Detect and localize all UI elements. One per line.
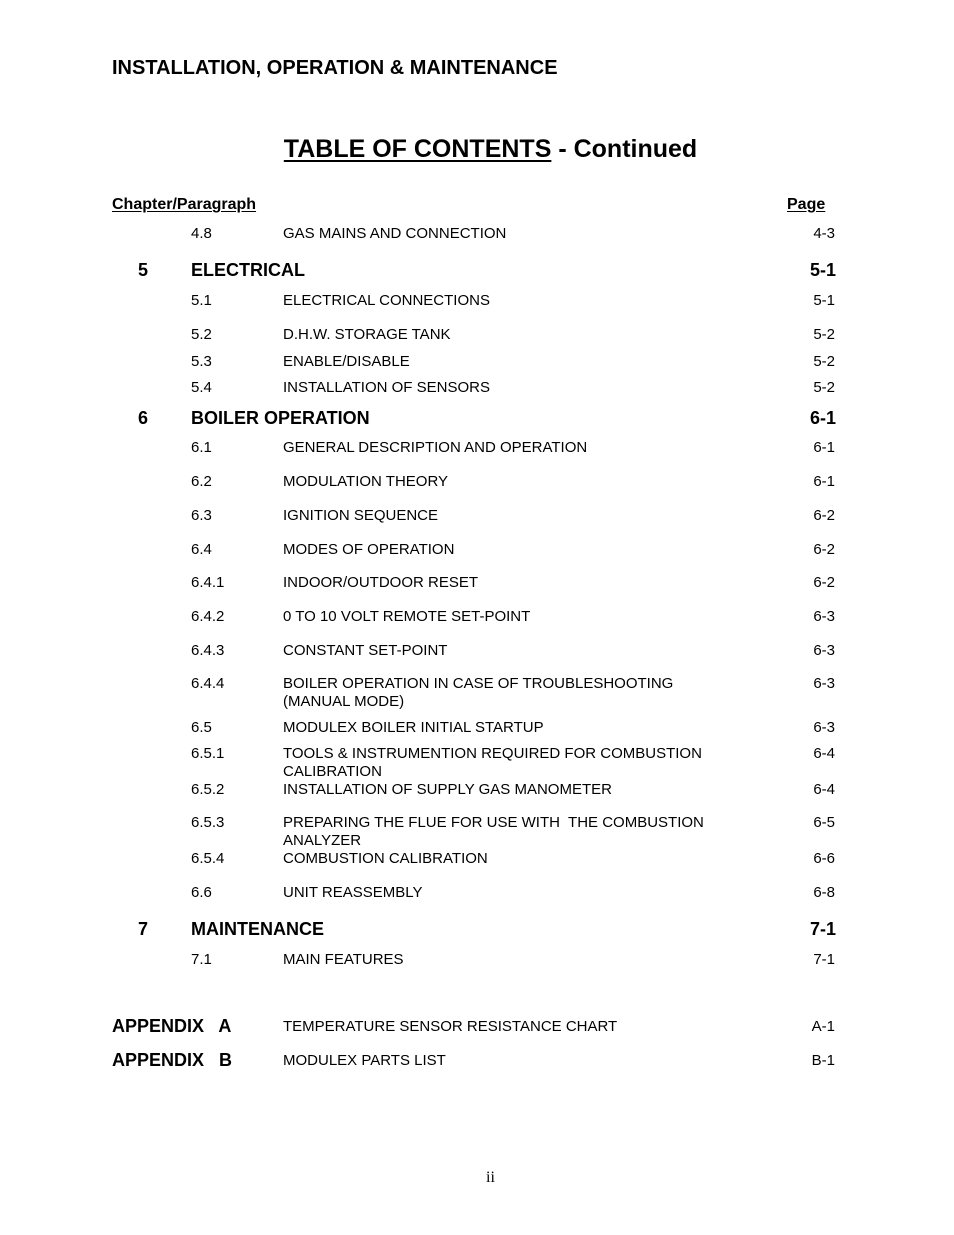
toc-title-text: ELECTRICAL CONNECTIONS [283,292,490,309]
toc-title-text: TOOLS & INSTRUMENTION REQUIRED FOR COMBUSTION CALIBRATION [283,745,707,780]
column-header-page: Page [787,196,826,213]
toc-title-text: MODULATION THEORY [283,473,449,490]
toc-page-number: 6-1 [813,439,835,456]
toc-number: 6.5.2 [191,781,225,798]
toc-number: 6.1 [191,439,212,456]
toc-number: 6 [138,408,149,428]
toc-title-text: UNIT REASSEMBLY [283,884,423,901]
toc-number: 4.8 [191,225,212,242]
toc-title-text: GAS MAINS AND CONNECTION [283,225,507,242]
toc-title-text: INSTALLATION OF SENSORS [283,379,490,396]
page-number: ii [486,1169,495,1186]
toc-title-text: ENABLE/DISABLE [283,353,410,370]
toc-title-text: MODULEX BOILER INITIAL STARTUP [283,719,544,736]
toc-page-number: 6-4 [813,745,835,762]
toc-number: 6.4.3 [191,642,225,659]
toc-page-number: 6-4 [813,781,835,798]
toc-page-number: 5-1 [809,260,836,280]
toc-number: 6.5 [191,719,212,736]
toc-title-text: MAIN FEATURES [283,951,404,968]
toc-title-text: PREPARING THE FLUE FOR USE WITH THE COMBUSTION ANALYZER [283,814,708,849]
toc-title-text: 0 TO 10 VOLT REMOTE SET-POINT [283,608,531,625]
toc-number: 6.4 [191,541,212,558]
toc-number: 6.5.4 [191,850,225,867]
toc-page-number: 7-1 [813,951,835,968]
toc-page-number: 6-2 [813,507,835,524]
toc-number: 5.2 [191,326,212,343]
toc-page-number: 6-8 [813,884,835,901]
toc-number: 6.5.1 [191,745,225,762]
toc-number: APPENDIX B [112,1050,233,1070]
toc-number: APPENDIX A [112,1016,232,1036]
toc-page-number: 6-1 [809,408,836,428]
toc-number: 6.4.4 [191,675,225,692]
toc-page-number: A-1 [811,1018,835,1035]
toc-title-text: D.H.W. STORAGE TANK [283,326,451,343]
toc-title-suffix: - Continued [551,135,698,163]
toc-page-number: 6-3 [813,608,835,625]
toc-title-text: MAINTENANCE [191,919,324,939]
toc-title-text: BOILER OPERATION IN CASE OF TROUBLESHOOTING (MANUAL MODE) [283,675,678,710]
toc-title-text: INDOOR/OUTDOOR RESET [283,574,479,591]
toc-number: 6.4.1 [191,574,225,591]
toc-page-number: 5-2 [813,379,835,396]
toc-number: 6.6 [191,884,212,901]
toc-number: 7.1 [191,951,212,968]
toc-number: 5.4 [191,379,212,396]
toc-title [0,135,954,164]
column-header-chapter: Chapter/Paragraph [112,196,257,213]
toc-page-number: B-1 [811,1052,835,1069]
toc-title-text: CONSTANT SET-POINT [283,642,448,659]
toc-page-number: 6-3 [813,675,835,692]
toc-title-text: IGNITION SEQUENCE [283,507,439,524]
toc-number: 6.2 [191,473,212,490]
toc-title-text: GENERAL DESCRIPTION AND OPERATION [283,439,588,456]
toc-number: 5 [138,260,149,280]
toc-number: 6.5.3 [191,814,225,831]
toc-page-number: 6-3 [813,642,835,659]
toc-page-number: 7-1 [809,919,836,939]
toc-title-text: COMBUSTION CALIBRATION [283,850,488,867]
toc-page-number: 6-2 [813,574,835,591]
toc-page-number: 6-6 [813,850,835,867]
toc-page-number: 6-3 [813,719,835,736]
toc-title-text: MODULEX PARTS LIST [283,1052,446,1069]
toc-number: 5.3 [191,353,212,370]
toc-number: 6.3 [191,507,212,524]
toc-title-text: ELECTRICAL [191,260,305,280]
toc-page-number: 4-3 [813,225,835,242]
toc-page-number: 6-5 [813,814,835,831]
toc-page-number: 5-1 [813,292,835,309]
toc-title-text: BOILER OPERATION [191,408,370,428]
running-header: INSTALLATION, OPERATION & MAINTENANCE [112,57,558,79]
toc-number: 5.1 [191,292,212,309]
toc-title-main: TABLE OF CONTENTS [283,135,552,163]
toc-title-text: TEMPERATURE SENSOR RESISTANCE CHART [283,1018,618,1035]
toc-number: 7 [138,919,149,939]
toc-number: 6.4.2 [191,608,225,625]
toc-page-number: 5-2 [813,326,835,343]
toc-title-text: MODES OF OPERATION [283,541,455,558]
toc-page-number: 5-2 [813,353,835,370]
toc-page-number: 6-1 [813,473,835,490]
toc-page-number: 6-2 [813,541,835,558]
toc-title-text: INSTALLATION OF SUPPLY GAS MANOMETER [283,781,612,798]
